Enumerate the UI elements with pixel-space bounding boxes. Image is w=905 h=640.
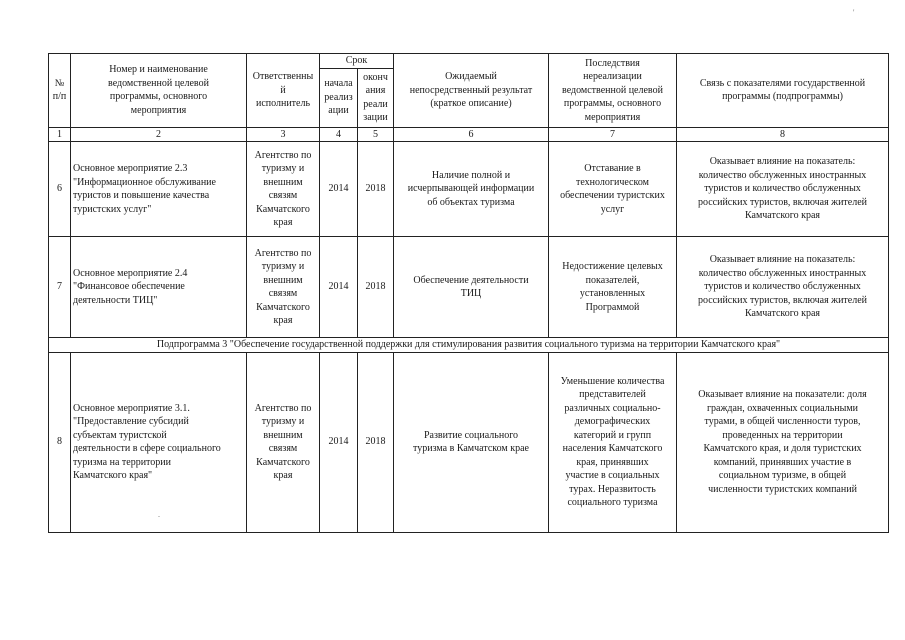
row-result: Обеспечение деятельности ТИЦ: [394, 237, 549, 338]
row-consequences: Отставание в технологическом обеспечении туристских услуг: [549, 142, 677, 237]
header-row: [49, 54, 889, 69]
column-number: 1: [49, 127, 71, 142]
column-number: 2: [71, 127, 247, 142]
header-result: Ожидаемый непосредственный результат (краткое описание): [394, 54, 549, 128]
row-name: Основное мероприятие 2.4 "Финансовое обеспечение деятельности ТИЦ": [71, 237, 247, 338]
table-row: [49, 237, 889, 338]
scan-mark: ': [853, 8, 855, 17]
row-start-year: 2014: [320, 237, 358, 338]
row-name: Основное мероприятие 2.3 "Информационное обслуживание туристов и повышение качества туристских услуг": [71, 142, 247, 237]
table-row: [49, 352, 889, 532]
row-executor: Агентство по туризму и внешним связям Камчатского края: [247, 237, 320, 338]
header-executor: Ответственны й исполнитель: [247, 54, 320, 128]
scan-dot: .: [158, 510, 160, 519]
row-end-year: 2018: [358, 142, 394, 237]
row-num: 6: [49, 142, 71, 237]
header-name: Номер и наименование ведомственной целевой программы, основного мероприятия: [71, 54, 247, 128]
row-consequences: Недостижение целевых показателей, установленных Программой: [549, 237, 677, 338]
subprogram-row: [49, 338, 889, 353]
row-link: Оказывает влияние на показатель: количество обслуженных иностранных туристов и количество обслуженных российских туристов, включая жителей Камчатского края: [677, 142, 889, 237]
row-result: Развитие социального туризма в Камчатском крае: [394, 352, 549, 532]
header-link: Связь с показателями государственной программы (подпрограммы): [677, 54, 889, 128]
row-num: 7: [49, 237, 71, 338]
column-number: 3: [247, 127, 320, 142]
header-term-end: оконч ания реали зации: [358, 68, 394, 127]
row-start-year: 2014: [320, 352, 358, 532]
row-link: Оказывает влияние на показатели: доля граждан, охваченных социальными турами, в общей численности туров, проведенных на территории Камчатского края, и доля туристских компаний, принявших участие в социальном туризме, в общей численности туристских компаний: [677, 352, 889, 532]
row-link: Оказывает влияние на показатель: количество обслуженных иностранных туристов и количество обслуженных российских туристов, включая жителей Камчатского края: [677, 237, 889, 338]
header-term-start: начала реализ ации: [320, 68, 358, 127]
column-number: 7: [549, 127, 677, 142]
row-consequences: Уменьшение количества представителей различных социально- демографических категорий и групп населения Камчатского края, принявших участие в социальных турах. Неразвитость социального туризма: [549, 352, 677, 532]
row-executor: Агентство по туризму и внешним связям Камчатского края: [247, 142, 320, 237]
row-end-year: 2018: [358, 237, 394, 338]
row-executor: Агентство по туризму и внешним связям Камчатского края: [247, 352, 320, 532]
header-term: Срок: [320, 54, 394, 69]
subprogram-title: Подпрограмма 3 "Обеспечение государственной поддержки для стимулирования развития социального туризма на территории Камчатского края": [49, 338, 889, 353]
table-row: [49, 142, 889, 237]
column-number: 8: [677, 127, 889, 142]
measures-table: [48, 53, 889, 533]
header-consequences: Последствия нереализации ведомственной целевой программы, основного мероприятия: [549, 54, 677, 128]
row-result: Наличие полной и исчерпывающей информации об объектах туризма: [394, 142, 549, 237]
header-num: № п/п: [49, 54, 71, 128]
row-start-year: 2014: [320, 142, 358, 237]
row-name: Основное мероприятие 3.1. "Предоставление субсидий субъектам туристской деятельности в сфере социального туризма на территории Камчатского края": [71, 352, 247, 532]
column-number: 6: [394, 127, 549, 142]
row-end-year: 2018: [358, 352, 394, 532]
column-number-row: [49, 127, 889, 142]
column-number: 5: [358, 127, 394, 142]
row-num: 8: [49, 352, 71, 532]
column-number: 4: [320, 127, 358, 142]
